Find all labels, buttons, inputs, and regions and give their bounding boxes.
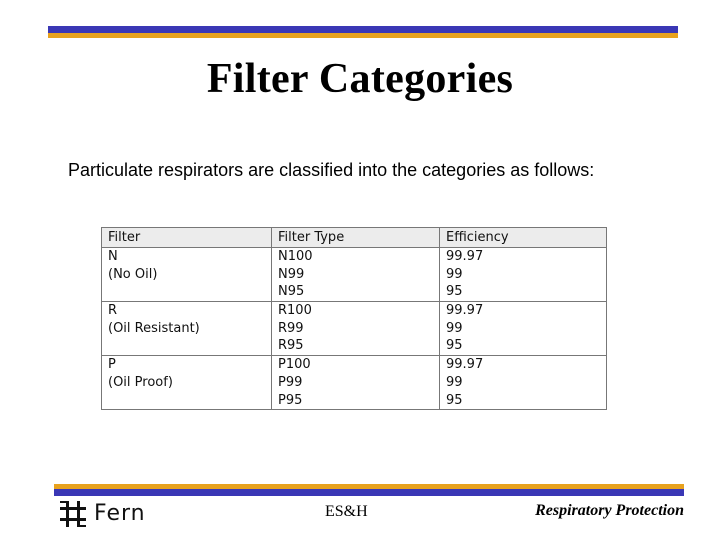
header-efficiency: Efficiency — [440, 228, 607, 248]
filter-cell — [102, 356, 272, 410]
efficiency-value: 99.97 — [446, 357, 484, 373]
efficiency-value: 99 — [446, 266, 463, 282]
efficiency-cell — [440, 248, 607, 302]
fermilab-logo — [60, 500, 146, 528]
filter-class: R — [108, 303, 118, 319]
footer-department: ES&H — [325, 503, 368, 520]
filter-cell — [102, 302, 272, 356]
top-gold-rule — [48, 33, 678, 38]
filter-type-cell — [272, 302, 440, 356]
filter-type: R100 — [278, 303, 312, 319]
filter-spacer — [108, 337, 265, 355]
efficiency-cell — [440, 356, 607, 410]
fermilab-logo-icon — [60, 501, 86, 527]
filter-description: (Oil Resistant) — [108, 320, 200, 336]
filter-type: P95 — [278, 392, 303, 408]
filter-type-cell — [272, 356, 440, 410]
filter-categories-table — [101, 227, 607, 410]
table-row — [102, 302, 607, 356]
efficiency-value: 95 — [446, 338, 463, 354]
slide-subtitle: Particulate respirators are classified into the categories as follows: — [68, 160, 595, 180]
filter-class: P — [108, 357, 116, 373]
filter-description: (No Oil) — [108, 266, 158, 282]
header-filter: Filter — [102, 228, 272, 248]
filter-type: R95 — [278, 338, 304, 354]
efficiency-value: 95 — [446, 392, 463, 408]
bottom-blue-rule — [54, 489, 684, 496]
filter-spacer — [108, 392, 265, 410]
filter-type: P99 — [278, 374, 303, 390]
efficiency-value: 99 — [446, 320, 463, 336]
efficiency-value: 99.97 — [446, 249, 484, 264]
filter-type-cell — [272, 248, 440, 302]
logo-wordmark: Fern — [94, 501, 146, 526]
footer-topic: Respiratory Protection — [535, 502, 684, 519]
table-header-row — [102, 228, 607, 248]
filter-description: (Oil Proof) — [108, 374, 173, 390]
filter-type: R99 — [278, 320, 304, 336]
slide-title: Filter Categories — [206, 56, 514, 102]
filter-cell — [102, 248, 272, 302]
filter-type: N100 — [278, 249, 313, 264]
efficiency-value: 99 — [446, 374, 463, 390]
efficiency-value: 95 — [446, 284, 463, 300]
header-filter-type: Filter Type — [272, 228, 440, 248]
top-blue-rule — [48, 26, 678, 33]
efficiency-cell — [440, 302, 607, 356]
table-row — [102, 248, 607, 302]
filter-type: N95 — [278, 284, 305, 300]
table-row — [102, 356, 607, 410]
filter-spacer — [108, 283, 265, 301]
filter-class: N — [108, 249, 118, 264]
efficiency-value: 99.97 — [446, 303, 484, 319]
filter-type: N99 — [278, 266, 305, 282]
filter-type: P100 — [278, 357, 311, 373]
